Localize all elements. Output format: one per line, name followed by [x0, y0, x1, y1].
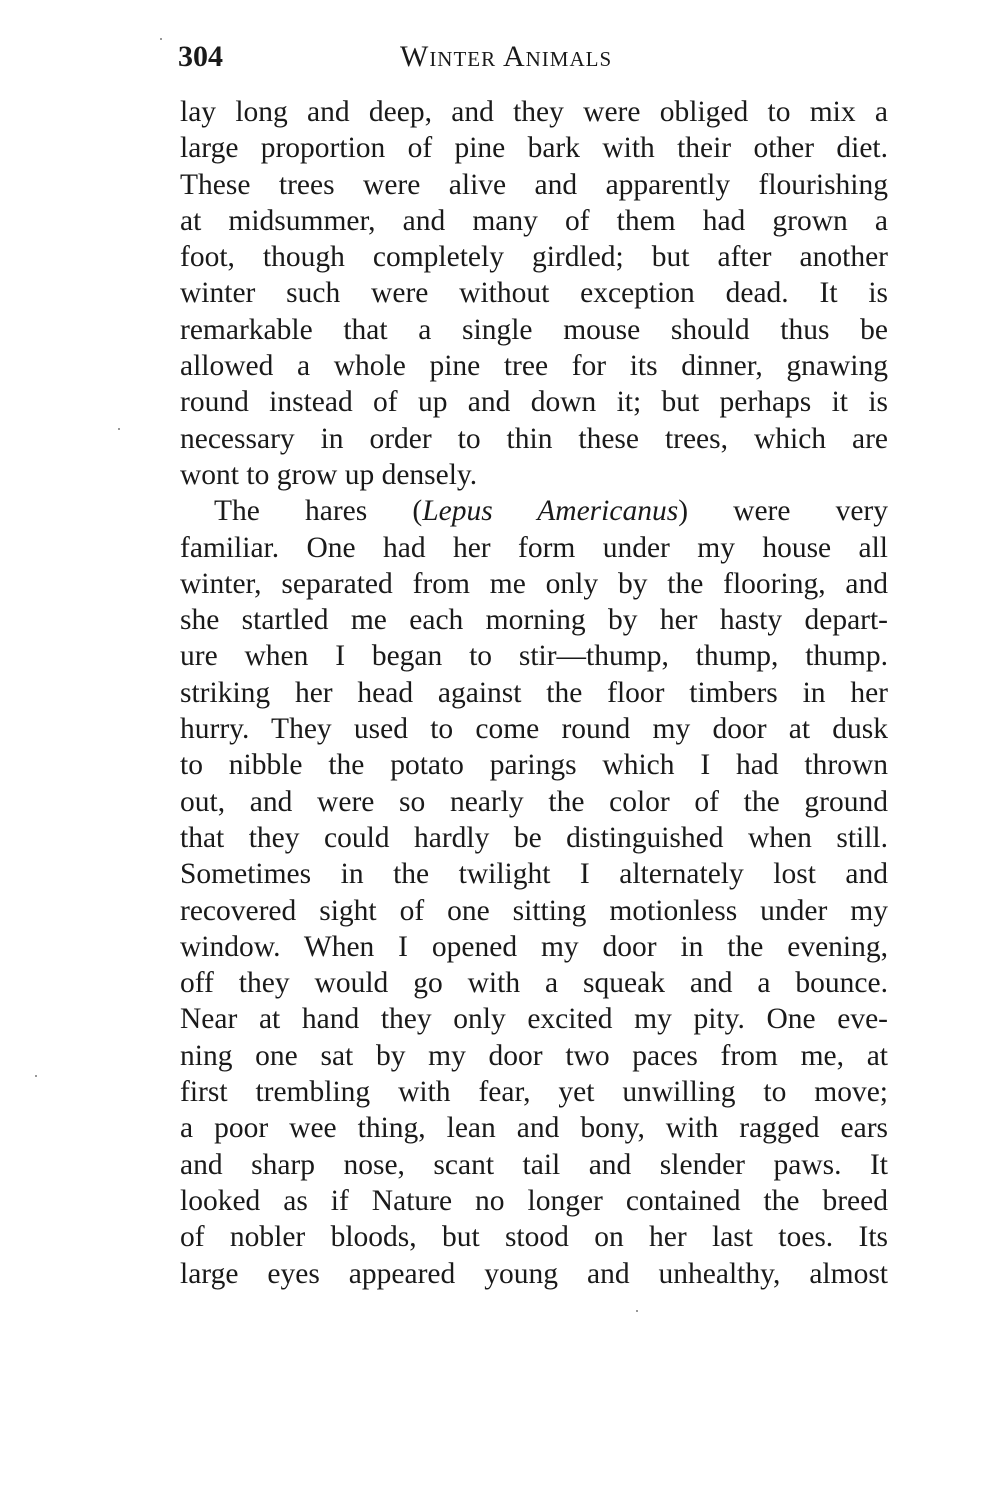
text-line: winter such were without exception dead. It is [180, 277, 888, 310]
text-line: off they would go with a squeak and a bounce. [180, 967, 888, 1000]
text-line: a poor wee thing, lean and bony, with ragged ears [180, 1112, 888, 1145]
text-line: ning one sat by my door two paces from me, at [180, 1039, 888, 1072]
text-line: Sometimes in the twilight I alternately lost and [180, 858, 888, 891]
running-head [178, 40, 888, 84]
running-title: Winter Animals [400, 40, 613, 73]
text-line: familiar. One had her form under my house all [180, 531, 888, 564]
text-line: she startled me each morning by her hasty depart- [180, 604, 888, 637]
text-line: hurry. They used to come round my door at dusk [180, 713, 888, 746]
text-line: remarkable that a single mouse should thus be [180, 313, 888, 346]
text-line: large proportion of pine bark with their other diet. [180, 132, 888, 165]
paragraph-first-line [180, 493, 888, 529]
italic-species-name: Lepus Americanus [422, 495, 679, 528]
text-line: and sharp nose, scant tail and slender paws. It [180, 1148, 888, 1181]
text-line: wont to grow up densely. [180, 458, 478, 491]
text-line: that they could hardly be distinguished when still. [180, 821, 888, 854]
text-line: round instead of up and down it; but perhaps it is [180, 386, 888, 419]
text-line: first trembling with fear, yet unwilling to move; [180, 1076, 888, 1109]
text-line: window. When I opened my door in the evening, [180, 930, 888, 963]
text-line: winter, separated from me only by the flooring, and [180, 567, 888, 600]
paragraph [180, 493, 888, 1292]
text-line: at midsummer, and many of them had grown a [180, 204, 888, 237]
page-number: 304 [178, 40, 223, 73]
text-line: looked as if Nature no longer contained the breed [180, 1184, 888, 1217]
print-speck [636, 1310, 638, 1312]
text-line: foot, though completely girdled; but after another [180, 241, 888, 274]
paragraph [180, 94, 888, 493]
text-line: of nobler bloods, but stood on her last toes. Its [180, 1221, 888, 1254]
text-line: necessary in order to thin these trees, which are [180, 422, 888, 455]
text-line: striking her head against the floor timbers in her [180, 676, 888, 709]
text-line: These trees were alive and apparently flourishing [180, 168, 888, 201]
text-line: Near at hand they only excited my pity. One eve- [180, 1003, 888, 1036]
text-line: large eyes appeared young and unhealthy, almost [180, 1257, 888, 1290]
print-speck [35, 1075, 37, 1077]
text-line: recovered sight of one sitting motionless under my [180, 894, 888, 927]
text-line: out, and were so nearly the color of the ground [180, 785, 888, 818]
text-line: to nibble the potato parings which I had thrown [180, 749, 888, 782]
text-line: allowed a whole pine tree for its dinner, gnawing [180, 350, 888, 383]
print-speck [160, 38, 162, 40]
text-line: ure when I began to stir—thump, thump, thump. [180, 640, 888, 673]
text-line: lay long and deep, and they were obliged to mix a [180, 96, 888, 128]
body-text [180, 94, 888, 1292]
text-run: The hares ( [214, 495, 423, 528]
print-speck [118, 428, 120, 430]
text-run: ) were very [678, 495, 888, 528]
